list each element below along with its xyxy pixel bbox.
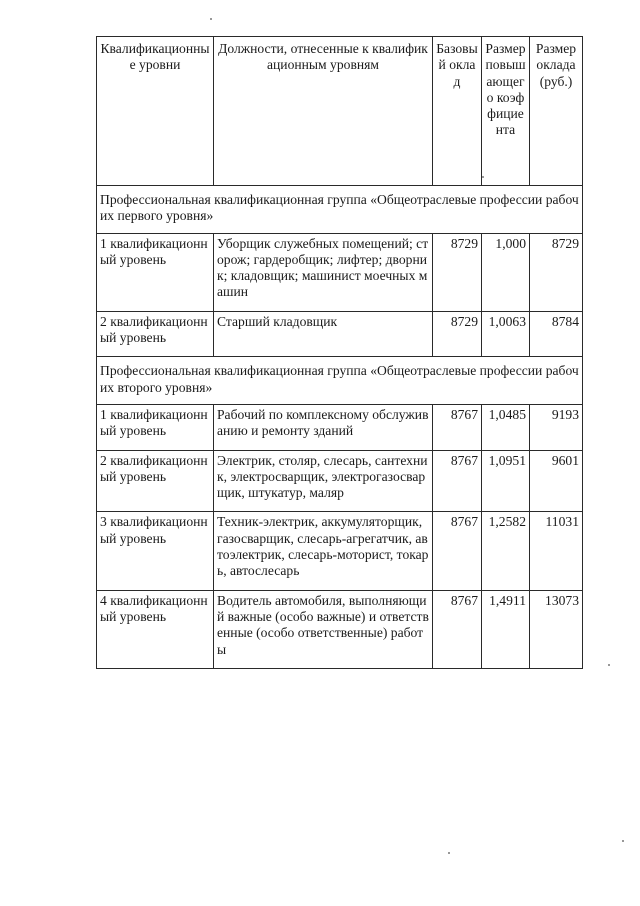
- level-cell: 1 квалификационный уровень: [97, 233, 214, 311]
- salary-cell: 8729: [530, 233, 583, 311]
- base-salary-cell: 8767: [433, 404, 482, 450]
- positions-cell: Старший кладовщик: [214, 311, 433, 357]
- table-row: [97, 233, 583, 311]
- base-salary-cell: 8729: [433, 311, 482, 357]
- base-salary-cell: 8767: [433, 590, 482, 668]
- salary-cell: 13073: [530, 590, 583, 668]
- table-row: [97, 590, 583, 668]
- scan-speck: [622, 840, 624, 842]
- header-positions: Должности, отнесенные к квалификационным уровням: [214, 37, 433, 186]
- level-cell: 4 квалификационный уровень: [97, 590, 214, 668]
- base-salary-cell: 8767: [433, 450, 482, 512]
- scan-speck: [482, 176, 484, 178]
- base-salary-cell: 8729: [433, 233, 482, 311]
- coefficient-cell: 1,2582: [482, 512, 530, 590]
- coefficient-cell: 1,0063: [482, 311, 530, 357]
- positions-cell: Электрик, столяр, слесарь, сантехник, электросварщик, электрогазосварщик, штукатур, маляр: [214, 450, 433, 512]
- level-cell: 1 квалификационный уровень: [97, 404, 214, 450]
- salary-cell: 9193: [530, 404, 583, 450]
- level-cell: 3 квалификационный уровень: [97, 512, 214, 590]
- header-salary-rub: Размер оклада (руб.): [530, 37, 583, 186]
- header-coefficient: Размер повышающего коэффициента: [482, 37, 530, 186]
- positions-cell: Рабочий по комплексному обслуживанию и ремонту зданий: [214, 404, 433, 450]
- table-row: [97, 404, 583, 450]
- header-qualification-levels: Квалификационные уровни: [97, 37, 214, 186]
- scan-speck: [608, 664, 610, 666]
- table-row: [97, 450, 583, 512]
- coefficient-cell: 1,0485: [482, 404, 530, 450]
- table-header-row: [97, 37, 583, 186]
- salary-cell: 9601: [530, 450, 583, 512]
- coefficient-cell: 1,000: [482, 233, 530, 311]
- salary-table: [96, 36, 583, 669]
- table-row: [97, 512, 583, 590]
- scan-speck: [448, 852, 450, 854]
- salary-cell: 11031: [530, 512, 583, 590]
- group-title: Профессиональная квалификационная группа «Общеотраслевые профессии рабочих второго уровня»: [97, 357, 583, 405]
- group-row: [97, 186, 583, 234]
- positions-cell: Техник-электрик, аккумуляторщик, газосварщик, слесарь-агрегатчик, автоэлектрик, слесарь-моторист, токарь, автослесарь: [214, 512, 433, 590]
- salary-cell: 8784: [530, 311, 583, 357]
- group-title: Профессиональная квалификационная группа «Общеотраслевые профессии рабочих первого уровня»: [97, 186, 583, 234]
- table-row: [97, 311, 583, 357]
- positions-cell: Водитель автомобиля, выполняющий важные (особо важные) и ответственные (особо ответственные) работы: [214, 590, 433, 668]
- level-cell: 2 квалификационный уровень: [97, 450, 214, 512]
- group-row: [97, 357, 583, 405]
- header-base-salary: Базовый оклад: [433, 37, 482, 186]
- positions-cell: Уборщик служебных помещений; сторож; гардеробщик; лифтер; дворник; кладовщик; машинист моечных машин: [214, 233, 433, 311]
- coefficient-cell: 1,4911: [482, 590, 530, 668]
- base-salary-cell: 8767: [433, 512, 482, 590]
- scan-speck: [210, 18, 212, 20]
- level-cell: 2 квалификационный уровень: [97, 311, 214, 357]
- coefficient-cell: 1,0951: [482, 450, 530, 512]
